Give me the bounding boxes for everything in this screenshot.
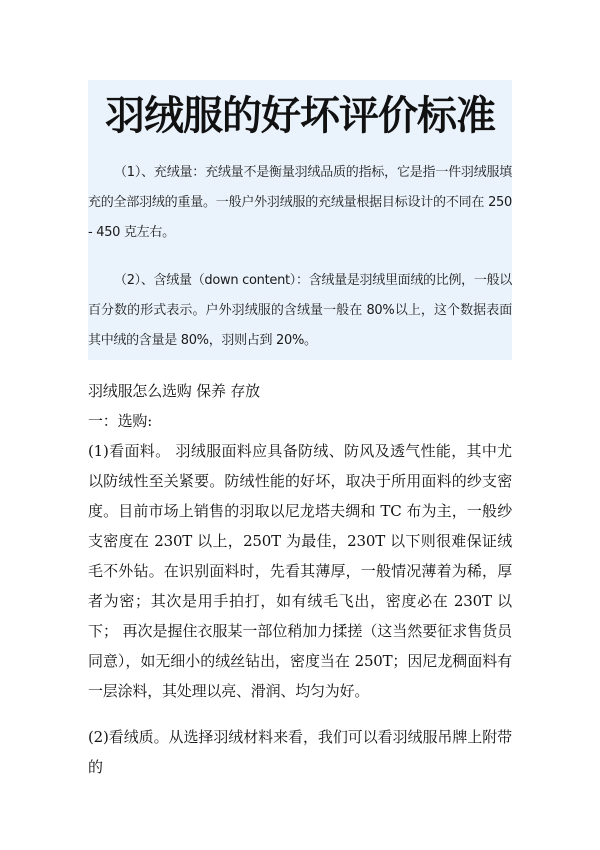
fill-power-paragraph: （1）、充绒量：充绒量不是衡量羽绒品质的指标，它是指一件羽绒服填充的全部羽绒的重量。一般户外羽绒服的充绒量根据目标设计的不同在 250 - 450 克左右。 xyxy=(88,165,512,240)
down-quality-paragraph: (2)看绒质。从选择羽绒材料来看，我们可以看羽绒服吊牌上附带的 xyxy=(88,728,512,776)
down-content-paragraph: （2）、含绒量（down content）：含绒量是羽绒里面绒的比例，一般以百分数的形式表示。户外羽绒服的含绒量一般在 80%以上，这个数据表面其中绒的含量是 80%，羽则占到 20%。 xyxy=(88,273,512,348)
section-title: 羽绒服怎么选购 保养 存放 xyxy=(88,382,260,400)
subsection-title: 一：选购: xyxy=(88,412,153,430)
fabric-paragraph: (1)看面料。 羽绒服面料应具备防绒、防风及透气性能，其中尤以防绒性至关紧要。防绒性能的好坏，取决于所用面料的纱支密度。目前市场上销售的羽取以尼龙塔夫绸和 TC 布为主，一般纱支密度在 230T 以上，250T 为最佳，230T 以下则很难保证绒毛不外钻。在识别面料时，先看其薄厚，一般情况薄着为稀，厚者为密；其次是用手拍打，如有绒毛飞出，密度必在 230T 以下； 再次是握住衣服某一部位稍加力揉搓（这当然要征求售货员同意），如无细小的绒丝钻出，密度当在 250T；因尼龙稠面料有一层涂料，其处理以亮、滑润、均匀为好。 xyxy=(88,442,512,700)
page-title: 羽绒服的好坏评价标准 xyxy=(105,93,495,139)
